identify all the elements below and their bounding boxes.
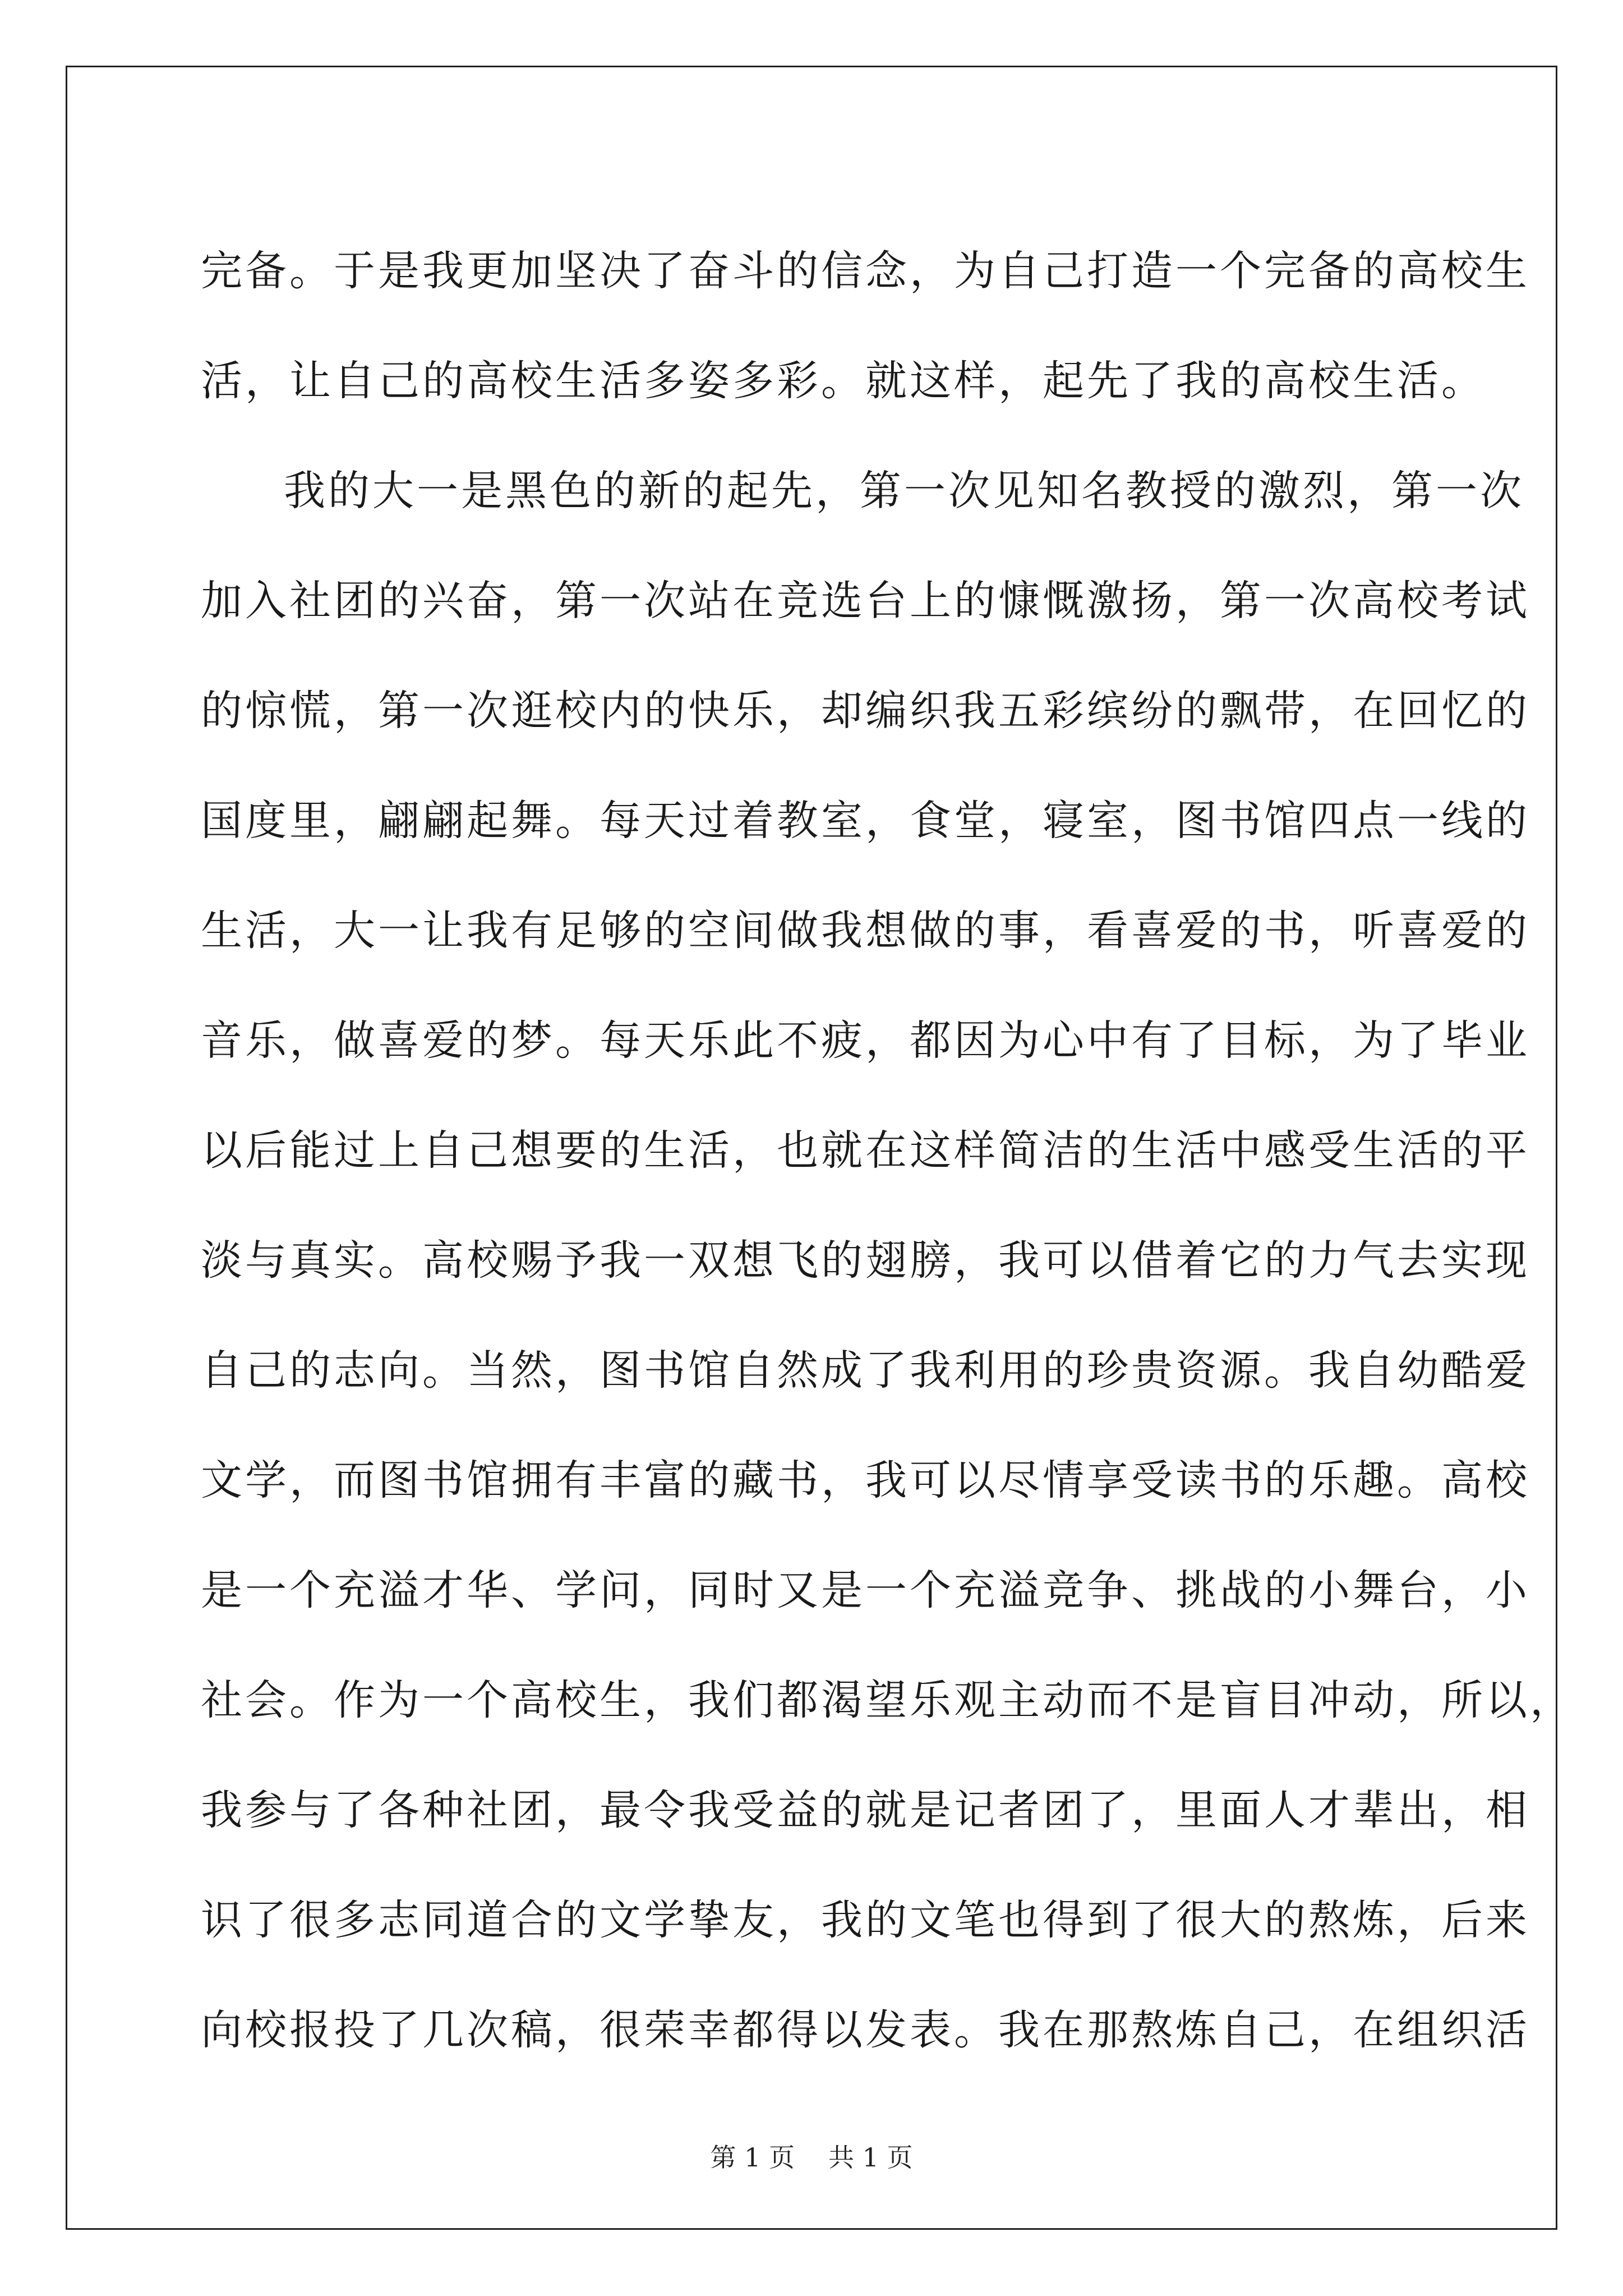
page-number: 第 1 页: [710, 2142, 795, 2173]
text-line: 完备。于是我更加坚决了奋斗的信念，为自己打造一个完备的高校生: [201, 247, 1530, 295]
text-line: 文学，而图书馆拥有丰富的藏书，我可以尽情享受读书的乐趣。高校: [201, 1456, 1530, 1504]
text-line: 加入社团的兴奋，第一次站在竞选台上的慷慨激扬，第一次高校考试: [201, 577, 1530, 625]
text-line: 向校报投了几次稿，很荣幸都得以发表。我在那熬炼自己，在组织活: [201, 2006, 1530, 2054]
paragraph-first-line: 我的大一是黑色的新的起先，第一次见知名教授的激烈，第一次: [284, 467, 1524, 515]
text-line: 以后能过上自己想要的生活，也就在这样简洁的生活中感受生活的平: [201, 1126, 1530, 1175]
text-line: 国度里，翩翩起舞。每天过着教室，食堂，寝室，图书馆四点一线的: [201, 797, 1530, 845]
text-line: 音乐，做喜爱的梦。每天乐此不疲，都因为心中有了目标，为了毕业: [201, 1016, 1530, 1065]
text-line: 生活，大一让我有足够的空间做我想做的事，看喜爱的书，听喜爱的: [201, 907, 1530, 955]
page-footer: [0, 2137, 1623, 2174]
text-line: 的惊慌，第一次逛校内的快乐，却编织我五彩缤纷的飘带，在回忆的: [201, 687, 1530, 735]
document-body: [201, 216, 1574, 2085]
text-line: 我参与了各种社团，最令我受益的就是记者团了，里面人才辈出，相: [201, 1786, 1530, 1834]
text-line: 社会。作为一个高校生，我们都渴望乐观主动而不是盲目冲动，所以，: [201, 1676, 1574, 1724]
text-line: 淡与真实。高校赐予我一双想飞的翅膀，我可以借着它的力气去实现: [201, 1236, 1530, 1285]
text-line: 自己的志向。当然，图书馆自然成了我利用的珍贵资源。我自幼酷爱: [201, 1346, 1530, 1395]
page-total: 共 1 页: [828, 2142, 913, 2173]
text-line: 是一个充溢才华、学问，同时又是一个充溢竞争、挑战的小舞台，小: [201, 1566, 1530, 1614]
text-line: 活，让自己的高校生活多姿多彩。就这样，起先了我的高校生活。: [201, 357, 1486, 405]
text-line: 识了很多志同道合的文学挚友，我的文笔也得到了很大的熬炼，后来: [201, 1896, 1530, 1944]
